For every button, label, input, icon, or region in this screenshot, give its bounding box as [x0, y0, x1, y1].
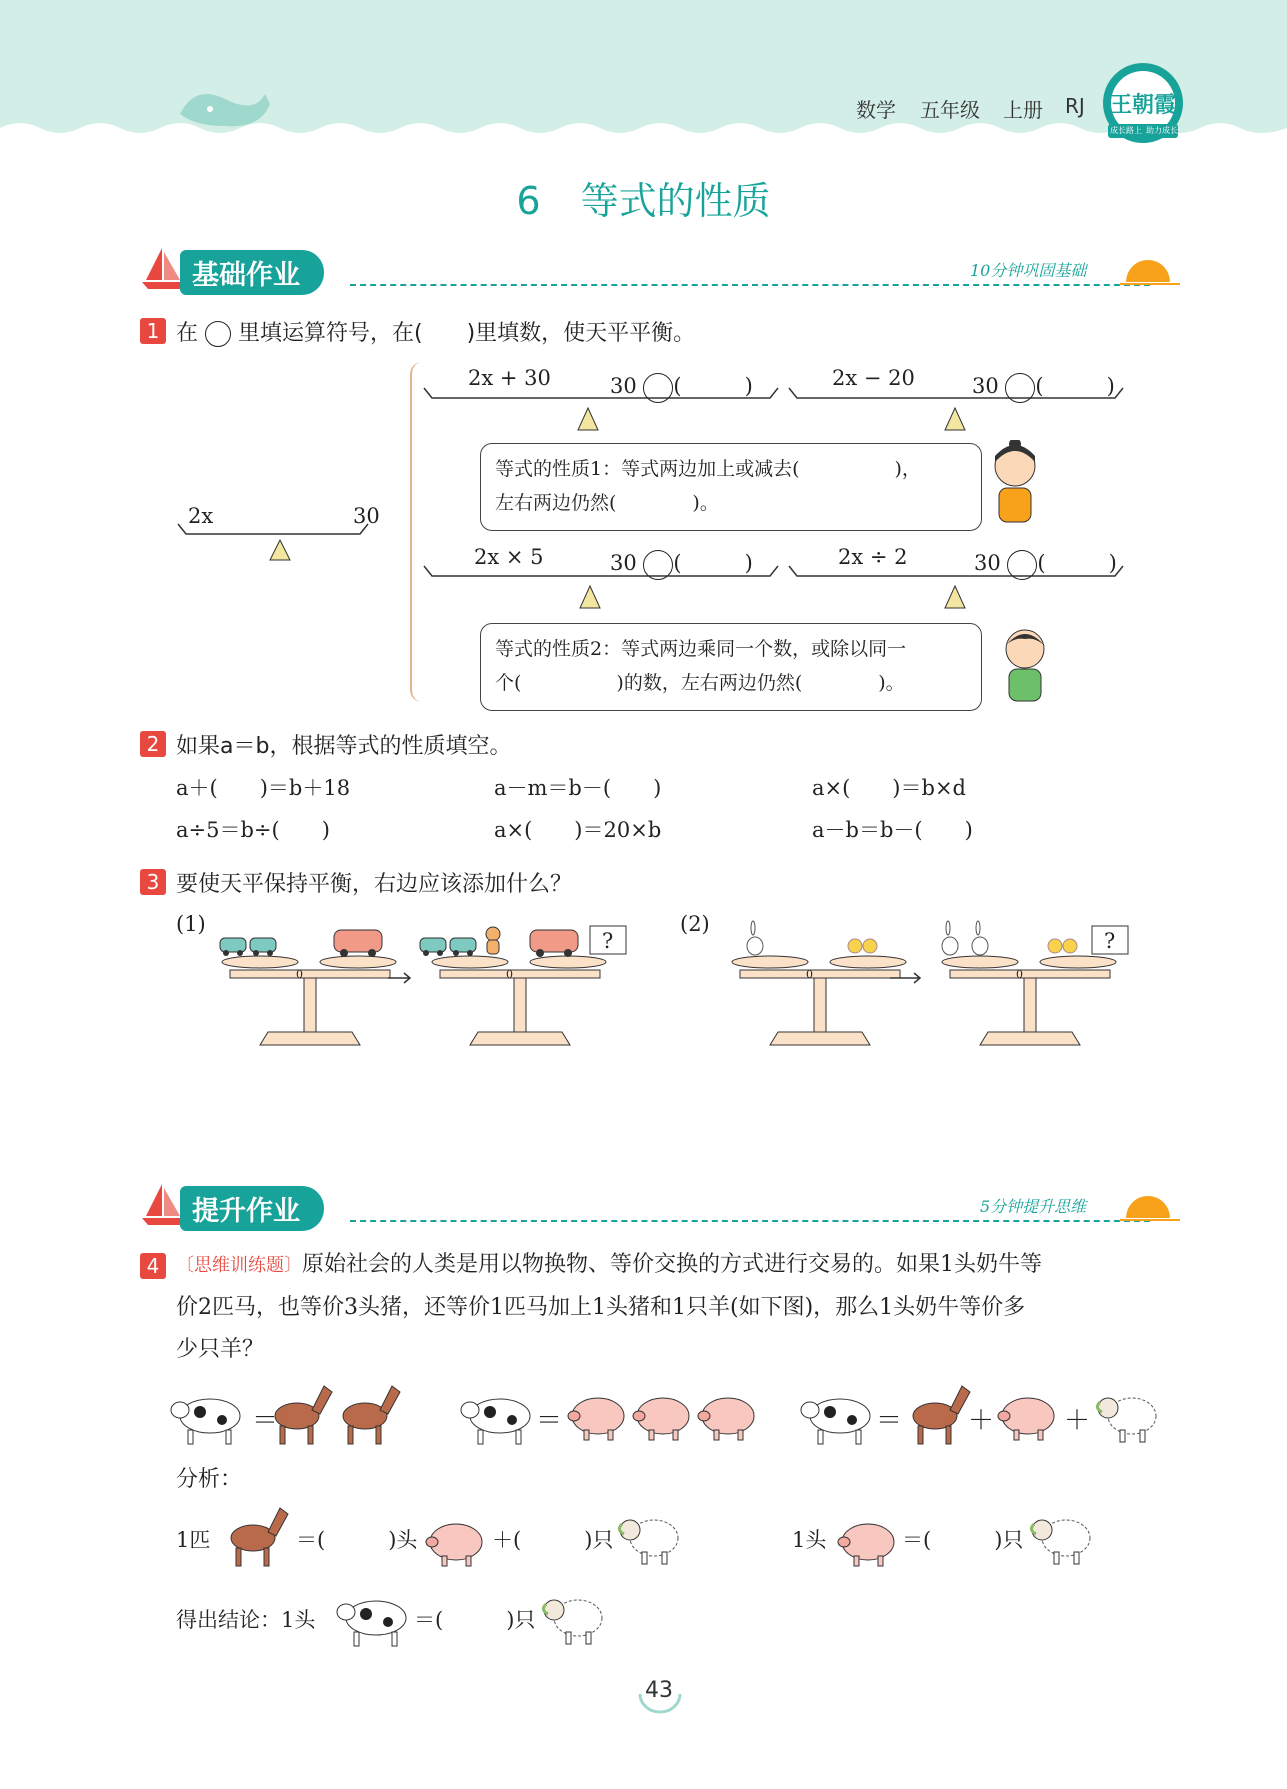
property2-line1: 等式的性质2：等式两边乘同一个数，或除以同一: [495, 638, 907, 660]
blank-circle-icon: [205, 321, 231, 347]
brand-logo: [1100, 60, 1186, 146]
conclusion-mid: ＝( )只: [414, 1608, 536, 1632]
q3-zero-a: 0: [296, 968, 303, 981]
horse-icon: [275, 1386, 332, 1444]
section-advanced-sub: 5分钟提升思维: [980, 1197, 1087, 1216]
s2-paren: ( ): [1035, 374, 1115, 398]
bear-icon: [486, 927, 500, 954]
s4-left: 2x ÷ 2: [838, 545, 908, 569]
car-icon: [220, 938, 246, 956]
rabbit-icon: [942, 921, 958, 955]
header-subject: 数学: [856, 98, 896, 122]
a1-mid2: ＋( )只: [492, 1528, 614, 1552]
horse-icon: [913, 1386, 970, 1444]
q3-zero-d: 0: [1016, 968, 1023, 981]
q1-instruction: [176, 316, 695, 347]
q4-analysis: 分析：: [176, 1467, 243, 1492]
base-left: 2x: [188, 504, 214, 528]
section-basic-label: 基础作业: [180, 250, 324, 295]
whale-icon: [175, 74, 275, 134]
property2-bubble: [480, 623, 982, 711]
cow-icon: [336, 1580, 426, 1655]
header-edition: RJ: [1065, 94, 1085, 118]
cow-icon: [801, 1399, 870, 1444]
section-basic-bar: [140, 246, 1180, 290]
section-basic-sub: 10分钟巩固基础: [970, 261, 1087, 280]
a2-mid: ＝( )只: [902, 1528, 1024, 1552]
q4-line3: 少只羊？: [176, 1337, 265, 1362]
q2-item-1: a＋( )＝b＋18: [176, 776, 351, 800]
pig-icon: [568, 1398, 624, 1440]
sunrise-icon: [1120, 1190, 1180, 1222]
cow-icon: [461, 1399, 530, 1444]
sheep-icon: [612, 1500, 692, 1575]
van-icon: [530, 930, 578, 957]
sheep-icon: [536, 1580, 616, 1655]
arrow-icon: [388, 973, 410, 983]
q4-line1: 原始社会的人类是用以物换物、等价交换的方式进行交易的。如果1头奶牛等: [302, 1252, 1042, 1277]
section-basic-line: [350, 284, 1150, 286]
q1-text-b: 里填运算符号，在( )里填数，使天平平衡。: [238, 321, 696, 346]
plus-sign-1: ＋: [968, 1406, 995, 1436]
car-icon: [420, 938, 446, 956]
q3-scales: [210, 950, 1150, 1050]
a1-mid1: ＝( )头: [296, 1528, 418, 1552]
header-volume: 上册: [1003, 98, 1043, 122]
s1-paren: ( ): [673, 374, 753, 398]
property2-line2: 个( )的数，左右两边仍然( )。: [495, 672, 905, 694]
page-title: [0, 170, 1287, 225]
q2-item-6: a－b＝b－( ): [812, 818, 973, 842]
q3-scale-b: [432, 956, 606, 1045]
property1-bubble: [480, 443, 982, 531]
q1-number: 1: [140, 318, 166, 344]
title-text: 等式的性质: [580, 179, 771, 223]
s4-paren: ( ): [1037, 551, 1117, 575]
s2-right: [972, 370, 1115, 403]
brand-small-right: 助力成长: [1146, 126, 1178, 135]
q4-number: 4: [140, 1253, 166, 1279]
q2-instruction: 如果a＝b，根据等式的性质填空。: [176, 734, 512, 759]
q2-item-4: a÷5＝b÷( ): [176, 818, 330, 842]
s1-right-num: 30: [610, 374, 637, 398]
q4-animals-row: [170, 1378, 1180, 1458]
property1-line1: 等式的性质1：等式两边加上或减去( )，: [495, 458, 921, 480]
rabbit-icon: [747, 921, 763, 955]
q3-scale-a: [222, 956, 396, 1045]
page-number: 43: [645, 1678, 673, 1703]
s2-right-num: 30: [972, 374, 999, 398]
section-advanced-label: 提升作业: [180, 1186, 324, 1231]
q2-item-3: a×( )＝b×d: [812, 776, 966, 800]
s4-right-num: 30: [974, 551, 1001, 575]
q4-text: [176, 1244, 1186, 1371]
section-advanced-line: [350, 1220, 1150, 1222]
car-icon: [450, 938, 476, 956]
horse-icon: [218, 1500, 298, 1575]
q3-label-1: (1): [176, 912, 206, 936]
q3-zero-b: 0: [506, 968, 513, 981]
s4-right: [974, 547, 1117, 580]
q3-question-1: ?: [602, 929, 614, 953]
q3-question-2: ?: [1104, 929, 1116, 953]
q3-scale-c: [732, 956, 906, 1045]
q2-item-5: a×( )＝20×b: [494, 818, 662, 842]
s1-circle: [643, 373, 673, 403]
q3-items: [210, 920, 1170, 962]
q1-text-a: 在: [176, 321, 199, 346]
pig-icon: [633, 1398, 689, 1440]
q3-instruction: 要使天平保持平衡，右边应该添加什么？: [176, 872, 573, 897]
header-grade: 五年级: [920, 98, 980, 122]
s1-left: 2x + 30: [468, 366, 551, 390]
sheep-icon: [1097, 1398, 1156, 1442]
q4-line2: 价2匹马，也等价3头猪，还等价1匹马加上1头猪和1只羊(如下图)，那么1头奶牛等价多: [176, 1295, 1026, 1320]
eq-sign-2: ＝: [536, 1406, 563, 1436]
sheep-icon: [1024, 1500, 1104, 1575]
title-number: 6: [516, 179, 541, 223]
s3-right: [610, 547, 753, 580]
chick-icon: [1048, 939, 1077, 953]
plus-sign-2: ＋: [1064, 1406, 1091, 1436]
horse-icon: [343, 1386, 400, 1444]
pig-icon: [698, 1398, 754, 1440]
pig-icon: [418, 1504, 498, 1579]
s1-right: [610, 370, 753, 403]
rabbit-icon: [972, 921, 988, 955]
brand-name: 王朝霞: [1109, 92, 1176, 118]
brand-small-left: 成长路上: [1110, 126, 1142, 135]
q4-tag: 〔思维训练题〕: [176, 1255, 302, 1276]
van-icon: [334, 930, 382, 957]
property1-line2: 左右两边仍然( )。: [495, 492, 719, 514]
q3-zero-c: 0: [806, 968, 813, 981]
s3-left: 2x × 5: [474, 545, 544, 569]
pig-icon: [998, 1398, 1054, 1440]
s3-paren: ( ): [673, 551, 753, 575]
sunrise-icon: [1120, 254, 1180, 286]
q3-scale-d: [942, 956, 1116, 1045]
q2-number: 2: [140, 731, 166, 757]
q3-number: 3: [140, 869, 166, 895]
s3-circle: [643, 550, 673, 580]
pig-icon: [830, 1504, 910, 1579]
a1-pre: 1匹: [176, 1528, 211, 1552]
base-right: 30: [353, 504, 380, 528]
s4-circle: [1007, 550, 1037, 580]
q3-label-2: (2): [680, 912, 710, 936]
eq-sign-1: ＝: [252, 1406, 279, 1436]
car-icon: [250, 938, 276, 956]
s2-left: 2x − 20: [832, 366, 915, 390]
s3-right-num: 30: [610, 551, 637, 575]
section-advanced-bar: [140, 1182, 1180, 1226]
q2-item-2: a－m＝b－( ): [494, 776, 662, 800]
s2-circle: [1005, 373, 1035, 403]
eq-sign-3: ＝: [876, 1406, 903, 1436]
conclusion-pre: 得出结论：1头: [176, 1608, 316, 1632]
chick-icon: [848, 939, 877, 953]
boy-avatar: [995, 625, 1055, 705]
cow-icon: [171, 1399, 240, 1444]
a2-pre: 1头: [792, 1528, 827, 1552]
girl-avatar: [985, 440, 1045, 525]
